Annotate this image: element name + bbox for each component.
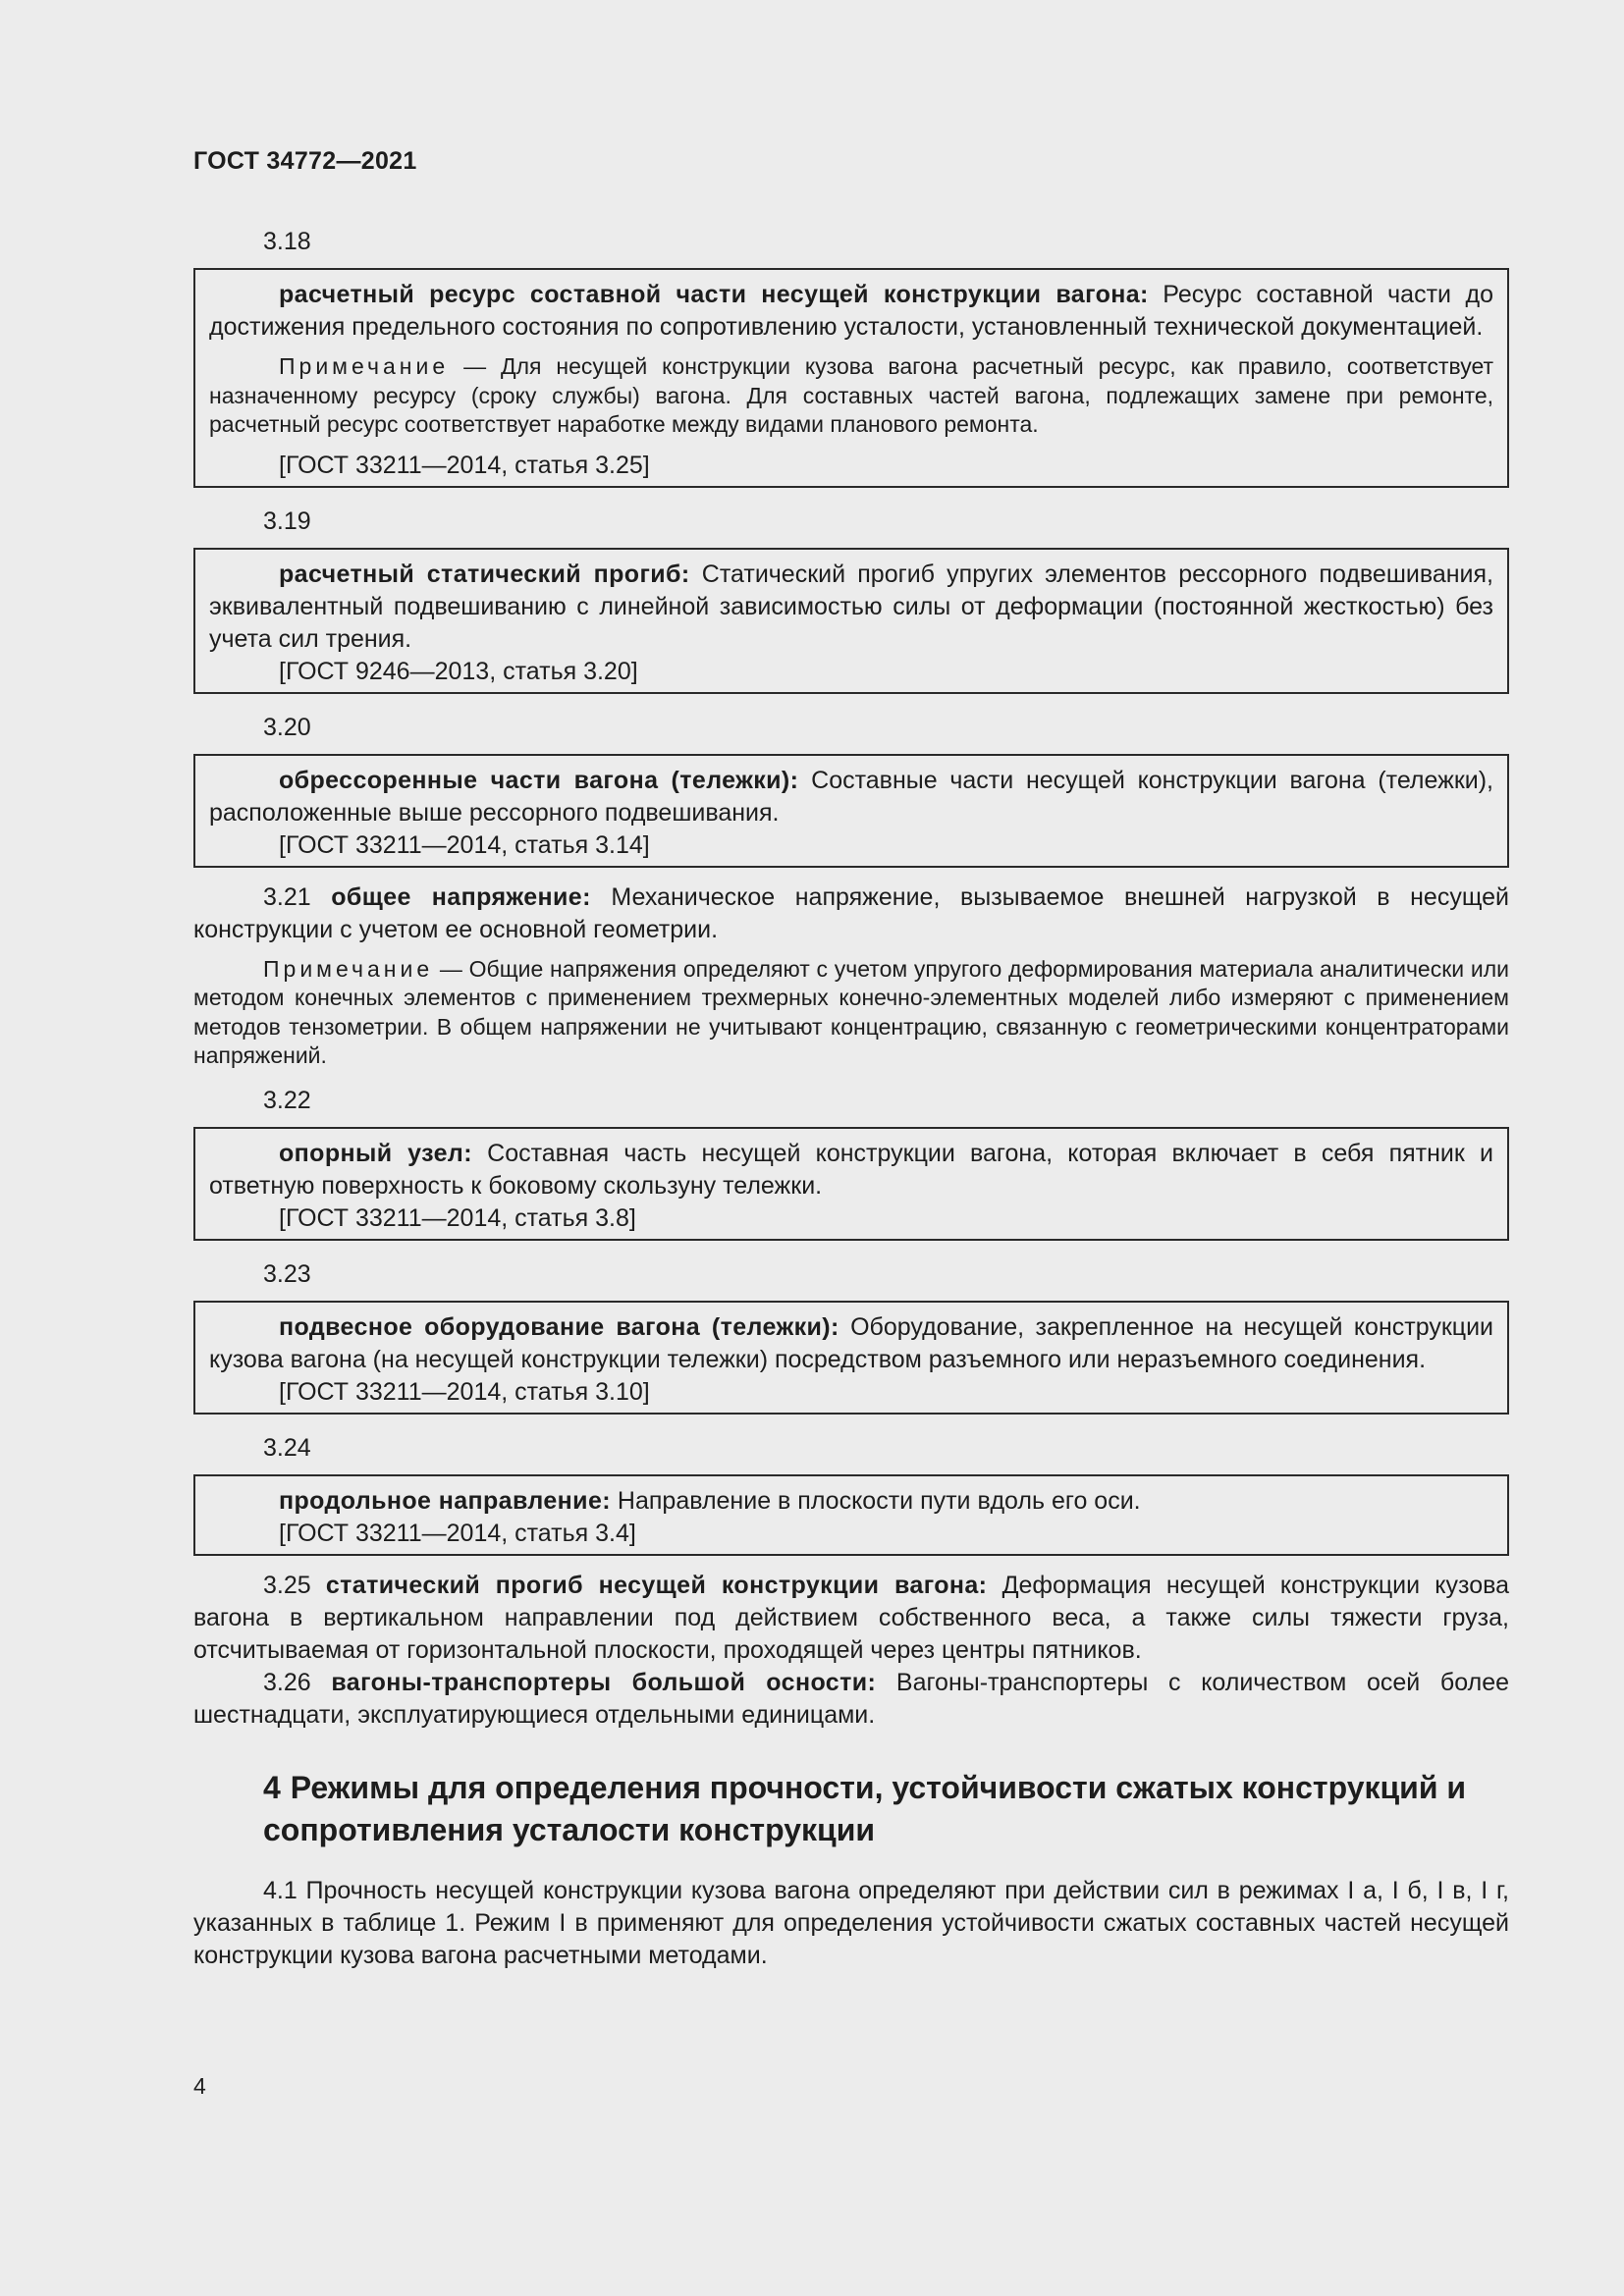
section-number: 4 xyxy=(263,1769,281,1805)
term-name: продольное направление: xyxy=(279,1486,611,1515)
term-definition xyxy=(209,765,1493,829)
term-name: вагоны-транспортеры большой осности: xyxy=(331,1668,877,1696)
term-text: Статический прогиб упругих элементов рессорного подвешивания, эквивалентный подвешиванию с линейной зависимостью силы от деформации (постоянной жесткостью) без учета сил трения. xyxy=(209,560,1493,653)
term-name: расчетный ресурс составной части несущей конструкции вагона: xyxy=(279,281,1149,308)
term-name: статический прогиб несущей конструкции вагона: xyxy=(325,1571,988,1599)
clause-number: 3.25 xyxy=(263,1571,311,1599)
note-label: Примечание xyxy=(279,353,450,379)
term-box xyxy=(193,268,1509,488)
term-definition xyxy=(209,1311,1493,1376)
clause-number: 3.21 xyxy=(263,882,311,911)
source-reference: [ГОСТ 33211—2014, статья 3.14] xyxy=(279,830,650,859)
term-box xyxy=(193,754,1509,868)
term-definition xyxy=(209,1138,1493,1202)
term-definition xyxy=(193,1667,1509,1732)
section-heading xyxy=(193,1767,1509,1851)
clause-number: 4.1 xyxy=(263,1876,298,1904)
term-name: общее напряжение: xyxy=(331,882,591,911)
term-box xyxy=(193,548,1509,694)
clause-number: 3.20 xyxy=(263,713,311,741)
page-number: 4 xyxy=(193,2073,206,2099)
term-text: Оборудование, закрепленное на несущей конструкции кузова вагона (на несущей конструкции тележки) посредством разъемного или неразъемного соединения. xyxy=(209,1312,1494,1373)
clause-number: 3.26 xyxy=(263,1668,311,1696)
term-box xyxy=(193,1301,1509,1415)
term-definition xyxy=(209,1485,1493,1518)
term-box xyxy=(193,1127,1509,1241)
term-text: Ресурс составной части до достижения предельного состояния по сопротивлению усталости, установленный технической документацией. xyxy=(209,281,1493,341)
clause-number: 3.18 xyxy=(263,228,311,255)
term-definition xyxy=(209,559,1493,656)
clause-number: 3.23 xyxy=(263,1259,311,1288)
source-reference: [ГОСТ 33211—2014, статья 3.8] xyxy=(279,1203,636,1232)
term-text: Деформация несущей конструкции кузова вагона в вертикальном направлении под действием собственного веса, а также силы тяжести груза, отсчитываемая от горизонтальной плоскости, проходящей через центры пятников. xyxy=(193,1571,1509,1664)
term-text: Вагоны-транспортеры с количеством осей более шестнадцати, эксплуатирующиеся отдельными единицами. xyxy=(193,1668,1509,1729)
term-definition xyxy=(209,279,1493,344)
clause-number: 3.19 xyxy=(263,507,311,535)
section-title-text: Режимы для определения прочности, устойчивости сжатых конструкций и сопротивления усталости конструкции xyxy=(263,1769,1467,1847)
term-text: Составные части несущей конструкции вагона (тележки), расположенные выше рессорного подвешивания. xyxy=(209,766,1493,827)
note-text: — Для несущей конструкции кузова вагона расчетный ресурс, как правило, соответствует назначенному ресурсу (сроку службы) вагона. Для составных частей вагона, подлежащих замене при ремонте, расчетный ресурс соответствует наработке между видами планового ремонта. xyxy=(209,353,1493,437)
clause-number: 3.24 xyxy=(263,1433,311,1462)
term-name: подвесное оборудование вагона (тележки): xyxy=(279,1312,839,1341)
paragraph xyxy=(193,1875,1509,1972)
source-reference: [ГОСТ 9246—2013, статья 3.20] xyxy=(279,657,638,685)
document-header: ГОСТ 34772—2021 xyxy=(193,147,417,175)
term-definition xyxy=(193,881,1509,946)
term-name: опорный узел: xyxy=(279,1139,472,1167)
source-reference: [ГОСТ 33211—2014, статья 3.25] xyxy=(279,451,650,479)
clause-number: 3.22 xyxy=(263,1086,311,1114)
note xyxy=(193,955,1509,1071)
term-name: расчетный статический прогиб: xyxy=(279,560,690,588)
term-text: Направление в плоскости пути вдоль его оси. xyxy=(610,1486,1141,1515)
term-text: Составная часть несущей конструкции вагона, которая включает в себя пятник и ответную поверхность к боковому скользуну тележки. xyxy=(209,1139,1493,1200)
note-label: Примечание xyxy=(263,955,434,982)
term-text: Механическое напряжение, вызываемое внешней нагрузкой в несущей конструкции с учетом ее основной геометрии. xyxy=(193,882,1509,943)
term-definition xyxy=(193,1570,1509,1667)
source-reference: [ГОСТ 33211—2014, статья 3.10] xyxy=(279,1377,650,1406)
paragraph-text: Прочность несущей конструкции кузова вагона определяют при действии сил в режимах I а, I б, I в, I г, указанных в таблице 1. Режим I в применяют для определения устойчивости сжатых составных частей несущей конструкции кузова вагона расчетными методами. xyxy=(193,1876,1509,1969)
note xyxy=(209,352,1493,440)
source-reference: [ГОСТ 33211—2014, статья 3.4] xyxy=(279,1519,636,1547)
document-body xyxy=(193,222,1509,1972)
term-name: обрессоренные части вагона (тележки): xyxy=(279,766,799,794)
term-box xyxy=(193,1474,1509,1556)
note-text: — Общие напряжения определяют с учетом упругого деформирования материала аналитически или методом конечных элементов с применением трехмерных конечно-элементных моделей либо измеряют с применением методов тензометрии. В общем напряжении не учитывают концентрацию, связанную с геометрическими концентраторами напряжений. xyxy=(193,955,1509,1068)
